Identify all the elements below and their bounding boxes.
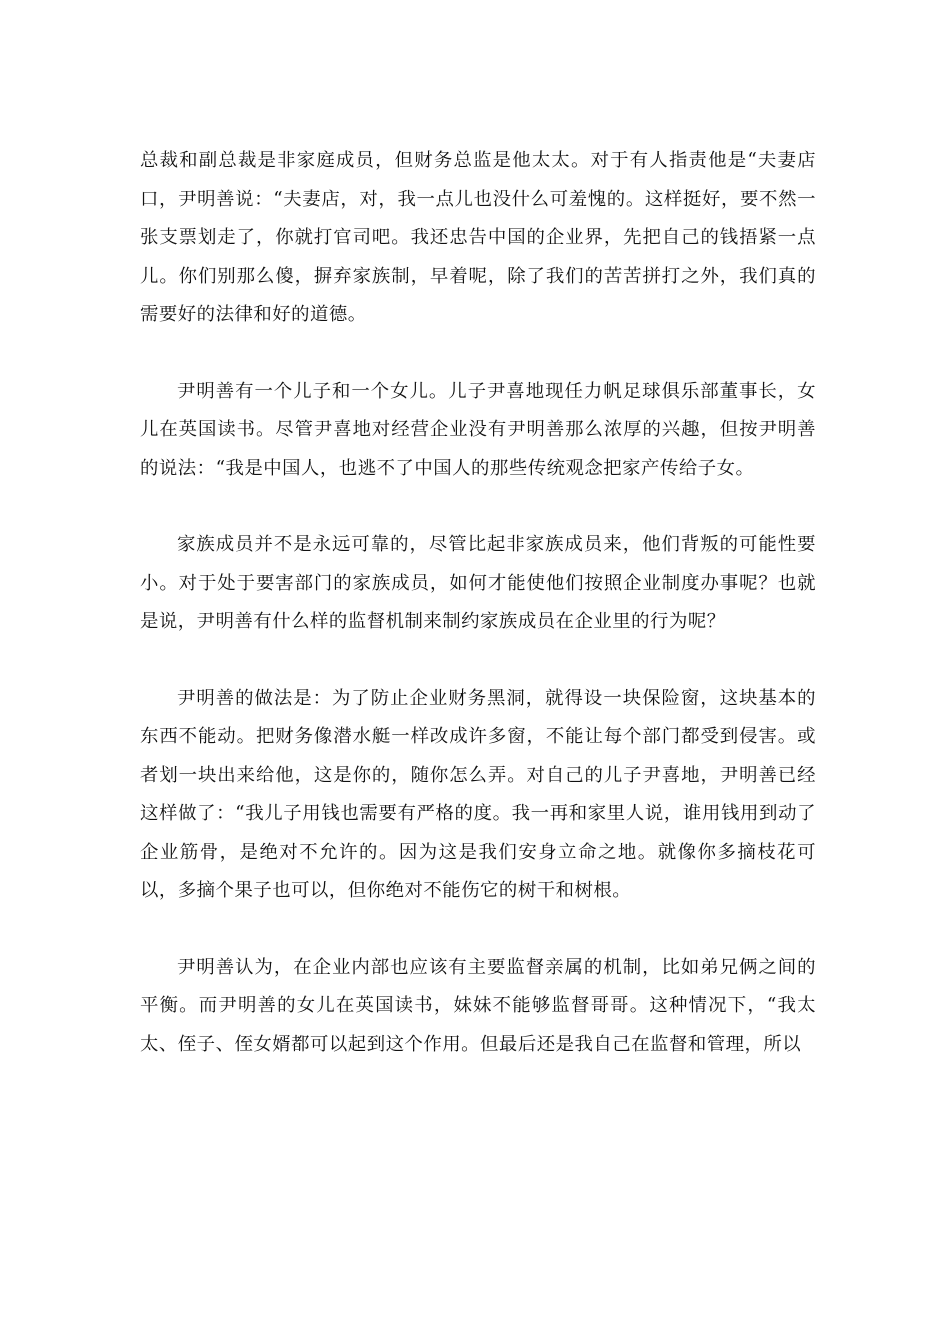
- paragraph-1: 总裁和副总裁是非家庭成员，但财务总监是他太太。对于有人指责他是“夫妻店口，尹明善说：“夫妻店，对，我一点儿也没什么可羞愧的。这样挺好，要不然一张支票划走了，你就打官司吧。我还忠告中国的企业界，先把自己的钱捂紧一点儿。你们别那么傻，摒弃家族制，早着呢，除了我们的苦苦拼打之外，我们真的需要好的法律和好的道德。: [140, 150, 816, 325]
- paragraph-2: 尹明善有一个儿子和一个女儿。儿子尹喜地现任力帆足球俱乐部董事长，女儿在英国读书。尽管尹喜地对经营企业没有尹明善那么浓厚的兴趣，但按尹明善的说法：“我是中国人，也逃不了中国人的那些传统观念把家产传给子女。: [140, 380, 816, 479]
- paragraph-4: 尹明善的做法是：为了防止企业财务黑洞，就得设一块保险窗，这块基本的东西不能动。把财务像潜水艇一样改成许多窗，不能让每个部门都受到侵害。或者划一块出来给他，这是你的，随你怎么弄。对自己的儿子尹喜地，尹明善已经这样做了：“我儿子用钱也需要有严格的度。我一再和家里人说，谁用钱用到动了企业筋骨，是绝对不允许的。因为这是我们安身立命之地。就像你多摘枝花可以，多摘个果子也可以，但你绝对不能伤它的树干和树根。: [140, 687, 816, 901]
- document-body: [140, 142, 816, 1064]
- paragraph-5: 尹明善认为，在企业内部也应该有主要监督亲属的机制，比如弟兄俩之间的平衡。而尹明善的女儿在英国读书，妹妹不能够监督哥哥。这种情况下，“我太太、侄子、侄女婿都可以起到这个作用。但最后还是我自己在监督和管理，所以: [140, 956, 816, 1055]
- paragraph-3: 家族成员并不是永远可靠的，尽管比起非家族成员来，他们背叛的可能性要小。对于处于要害部门的家族成员，如何才能使他们按照企业制度办事呢？也就是说，尹明善有什么样的监督机制来制约家族成员在企业里的行为呢？: [140, 534, 816, 632]
